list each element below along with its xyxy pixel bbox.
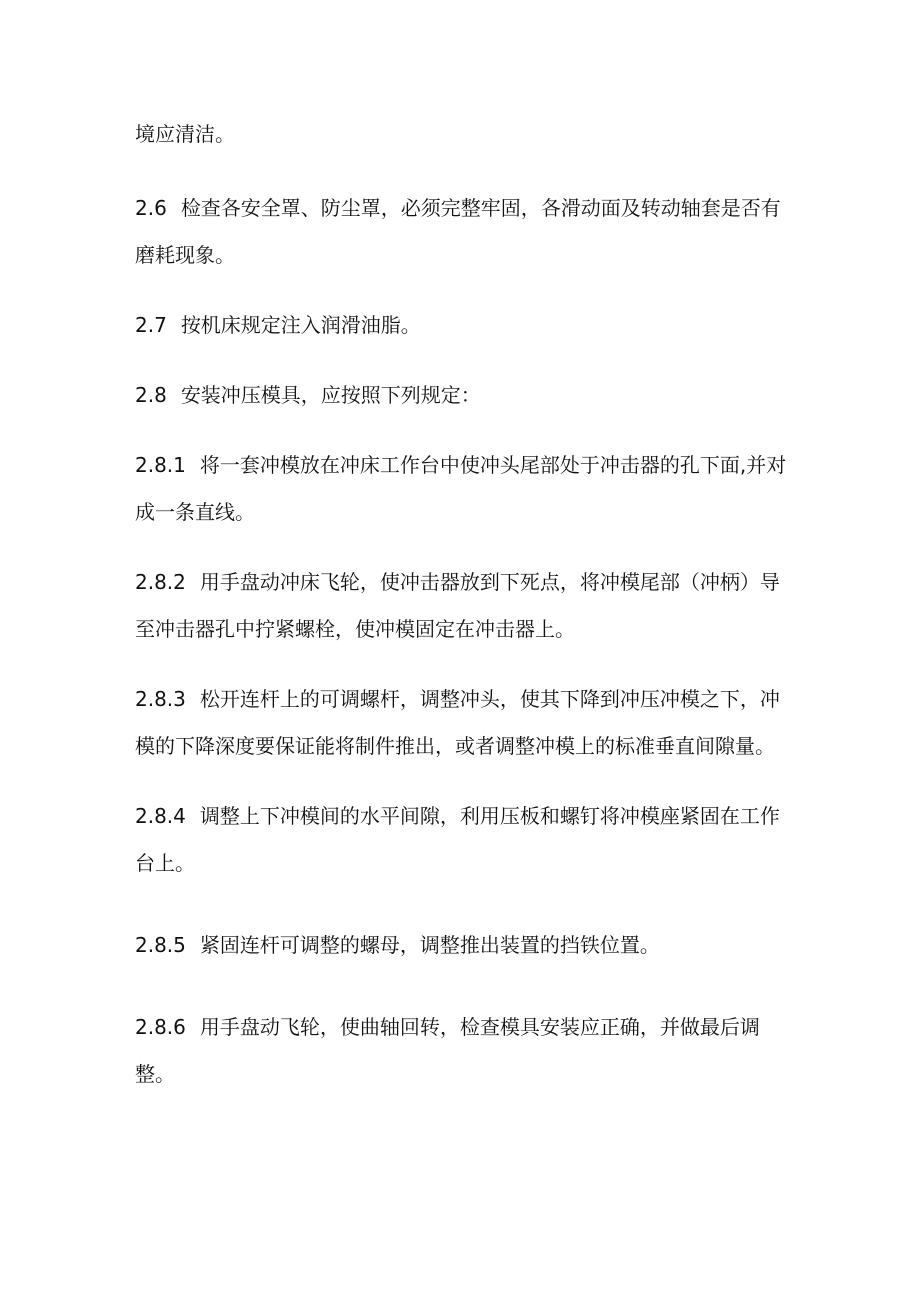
paragraph-2-8-4-line-0	[135, 804, 780, 828]
section-number: 2.8	[135, 383, 167, 407]
section-number: 2.8.2	[135, 570, 186, 594]
paragraph-2-8-2-line-1	[135, 617, 575, 641]
paragraph-2-8-2-line-0	[135, 570, 780, 594]
section-number: 2.8.6	[135, 1015, 186, 1039]
paragraph-2-8-1-line-0	[135, 453, 786, 477]
paragraph-2-8-6-line-1	[135, 1062, 175, 1086]
paragraph-text: 境应清洁。	[135, 122, 235, 146]
paragraph-text: 紧固连杆可调整的螺母，调整推出装置的挡铁位置。	[199, 933, 660, 957]
paragraph-2-6-line-1	[135, 243, 235, 267]
paragraph-text: 松开连杆上的可调螺杆，调整冲头，使其下降到冲压冲模之下，冲	[199, 687, 780, 711]
paragraph-2-8-3-line-0	[135, 687, 780, 711]
section-number: 2.8.5	[135, 933, 186, 957]
paragraph-2-6-line-0	[135, 196, 781, 220]
section-number: 2.6	[135, 196, 167, 220]
paragraph-text: 磨耗现象。	[135, 243, 235, 267]
paragraph-text: 检查各安全罩、防尘罩，必须完整牢固，各滑动面及转动轴套是否有	[180, 196, 781, 220]
paragraph-0-line-0	[135, 122, 235, 146]
paragraph-2-8-4-line-1	[135, 851, 195, 875]
paragraph-2-8-6-line-0	[135, 1015, 760, 1039]
paragraph-2-8-3-line-1	[135, 734, 775, 758]
paragraph-text: 安装冲压模具，应按照下列规定：	[180, 383, 481, 407]
paragraph-text: 用手盘动冲床飞轮，使冲击器放到下死点，将冲模尾部（冲柄）导	[199, 570, 780, 594]
paragraph-text: 整。	[135, 1062, 175, 1086]
paragraph-2-7-line-0	[135, 313, 421, 337]
section-number: 2.8.4	[135, 804, 186, 828]
paragraph-text: 至冲击器孔中拧紧螺栓，使冲模固定在冲击器上。	[135, 617, 575, 641]
paragraph-text: 将一套冲模放在冲床工作台中使冲头尾部处于冲击器的孔下面,并对	[199, 453, 787, 477]
paragraph-2-8-5-line-0	[135, 933, 660, 957]
section-number: 2.8.3	[135, 687, 186, 711]
paragraph-text: 台上。	[135, 851, 195, 875]
paragraph-text: 模的下降深度要保证能将制件推出，或者调整冲模上的标准垂直间隙量。	[135, 734, 775, 758]
paragraph-text: 用手盘动飞轮，使曲轴回转，检查模具安装应正确，并做最后调	[199, 1015, 760, 1039]
section-number: 2.7	[135, 313, 167, 337]
paragraph-2-8-1-line-1	[135, 500, 255, 524]
paragraph-2-8-line-0	[135, 383, 481, 407]
paragraph-text: 按机床规定注入润滑油脂。	[180, 313, 421, 337]
section-number: 2.8.1	[135, 453, 186, 477]
paragraph-text: 成一条直线。	[135, 500, 255, 524]
paragraph-text: 调整上下冲模间的水平间隙，利用压板和螺钉将冲模座紧固在工作	[199, 804, 780, 828]
